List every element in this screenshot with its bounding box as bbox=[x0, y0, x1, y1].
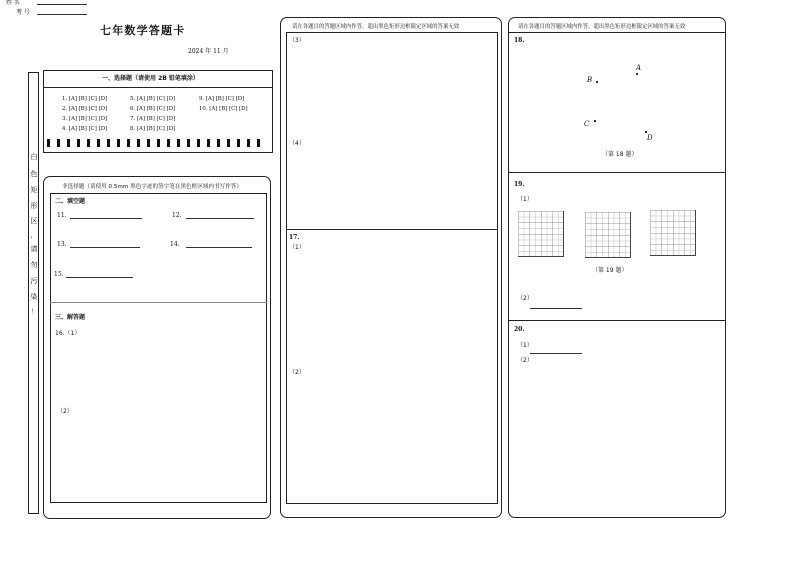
fill-q13-label: 13. bbox=[57, 241, 67, 248]
side-note-char: 形 bbox=[30, 202, 38, 210]
timing-mark bbox=[227, 139, 230, 147]
point-d bbox=[645, 131, 647, 133]
timing-mark bbox=[187, 139, 190, 147]
fill-q14-line[interactable] bbox=[186, 247, 252, 248]
q20-part1-line[interactable] bbox=[530, 353, 582, 354]
choice-q10[interactable]: 10. [A] [B] [C] [D] bbox=[199, 106, 248, 112]
timing-mark bbox=[47, 139, 50, 147]
nonchoice-title: 非选择题（请使用 0.5mm 黑色字迹的签字笔在黑色框区域内书写作答） bbox=[62, 184, 242, 190]
point-b bbox=[596, 81, 598, 83]
fill-q15-label: 15. bbox=[54, 271, 64, 278]
side-note-char: ， bbox=[30, 231, 38, 239]
side-note-char: 矩 bbox=[30, 186, 38, 194]
choice-q9[interactable]: 9. [A] [B] [C] [D] bbox=[199, 96, 245, 102]
point-a bbox=[636, 73, 638, 75]
timing-mark bbox=[257, 139, 260, 147]
name-line[interactable] bbox=[37, 4, 87, 5]
section-divider bbox=[50, 302, 267, 303]
grid-1[interactable] bbox=[518, 211, 564, 257]
q19-label: 19. bbox=[514, 181, 525, 188]
exam-no-label: 考 号 bbox=[16, 9, 30, 16]
right-top-rule bbox=[508, 32, 726, 33]
timing-mark bbox=[107, 139, 110, 147]
grid-3[interactable] bbox=[650, 210, 696, 256]
side-note-char: 污 bbox=[30, 277, 38, 285]
fig18-caption: （第 18 题） bbox=[602, 151, 638, 158]
grid-2[interactable] bbox=[585, 212, 631, 258]
point-b-label: B bbox=[587, 76, 593, 84]
choice-q7[interactable]: 7. [A] [B] [C] [D] bbox=[130, 116, 176, 122]
choice-q4[interactable]: 4. [A] [B] [C] [D] bbox=[62, 126, 108, 132]
timing-mark bbox=[157, 139, 160, 147]
timing-mark bbox=[117, 139, 120, 147]
side-note-char: 色 bbox=[30, 170, 38, 178]
timing-mark bbox=[77, 139, 80, 147]
solve-title: 三、解答题 bbox=[55, 314, 86, 321]
choice-q1[interactable]: 1. [A] [B] [C] [D] bbox=[62, 96, 108, 102]
side-note-char: 勿 bbox=[30, 261, 38, 269]
timing-mark bbox=[167, 139, 170, 147]
fig19-caption: （第 19 题） bbox=[592, 267, 628, 274]
q20-part2: （2） bbox=[517, 357, 533, 364]
name-label: 姓 名 bbox=[6, 0, 20, 6]
timing-mark bbox=[127, 139, 130, 147]
q17-label: 17. bbox=[289, 234, 300, 241]
choice-q6[interactable]: 6. [A] [B] [C] [D] bbox=[130, 106, 176, 112]
timing-mark bbox=[97, 139, 100, 147]
fill-title: 二、填空题 bbox=[55, 198, 86, 205]
fill-q11-line[interactable] bbox=[70, 218, 142, 219]
right-notice: 请在各题目的答题区域内作答，超出黑色矩形边框限定区域的答案无效 bbox=[518, 24, 686, 30]
middle-divider bbox=[286, 229, 498, 230]
timing-mark bbox=[217, 139, 220, 147]
timing-mark bbox=[57, 139, 60, 147]
side-note-char: 染 bbox=[30, 293, 38, 301]
timing-mark bbox=[137, 139, 140, 147]
choice-q3[interactable]: 3. [A] [B] [C] [D] bbox=[62, 116, 108, 122]
timing-mark bbox=[147, 139, 150, 147]
fill-q15-line[interactable] bbox=[66, 277, 133, 278]
right-divider-1 bbox=[508, 172, 726, 173]
nonchoice-frame bbox=[50, 193, 267, 503]
q17-part1: （1） bbox=[289, 244, 305, 251]
fill-q14-label: 14. bbox=[170, 241, 180, 248]
choice-divider bbox=[43, 87, 273, 88]
q19-part2: （2） bbox=[517, 295, 533, 302]
side-note-char: 白 bbox=[30, 153, 38, 161]
point-d-label: D bbox=[647, 134, 653, 142]
side-note-char: 区 bbox=[30, 217, 38, 225]
q19-part2-line[interactable] bbox=[530, 308, 582, 309]
timing-mark bbox=[177, 139, 180, 147]
fill-q12-label: 12. bbox=[172, 212, 182, 219]
point-a-label: A bbox=[636, 64, 642, 72]
point-c-label: C bbox=[584, 120, 590, 128]
q20-label: 20. bbox=[514, 326, 525, 333]
choice-q5[interactable]: 5. [A] [B] [C] [D] bbox=[130, 96, 176, 102]
middle-notice: 请在各题目的答题区域内作答，超出黑色矩形边框限定区域的答案无效 bbox=[292, 24, 460, 30]
timing-mark bbox=[237, 139, 240, 147]
q18-label: 18. bbox=[514, 37, 525, 44]
choice-title: 一、选择题（请使用 2B 铅笔填涂） bbox=[102, 75, 199, 82]
middle-frame bbox=[286, 32, 498, 504]
exam-no-line[interactable] bbox=[37, 14, 87, 15]
page-title: 七年数学答题卡 bbox=[100, 24, 186, 37]
q16-part1: 16.（1） bbox=[55, 330, 81, 337]
timing-mark bbox=[87, 139, 90, 147]
right-divider-2 bbox=[508, 320, 726, 321]
choice-q2[interactable]: 2. [A] [B] [C] [D] bbox=[62, 106, 108, 112]
choice-q8[interactable]: 8. [A] [B] [C] [D] bbox=[130, 126, 176, 132]
timing-mark bbox=[247, 139, 250, 147]
fill-q11-label: 11. bbox=[57, 212, 67, 219]
timing-mark bbox=[67, 139, 70, 147]
q17-part2: （2） bbox=[289, 369, 305, 376]
point-c bbox=[594, 120, 596, 122]
middle-p3: （3） bbox=[289, 37, 305, 44]
side-note-char: 请 bbox=[30, 245, 38, 253]
middle-p4: （4） bbox=[289, 140, 305, 147]
q19-part1: （1） bbox=[517, 196, 533, 203]
side-note-char: ！ bbox=[30, 308, 38, 316]
q20-part1: （1） bbox=[517, 342, 533, 349]
timing-mark bbox=[197, 139, 200, 147]
timing-mark bbox=[207, 139, 210, 147]
fill-q13-line[interactable] bbox=[70, 247, 140, 248]
exam-date: 2024 年 11 月 bbox=[188, 48, 229, 55]
q16-part2: （2） bbox=[57, 408, 73, 415]
fill-q12-line[interactable] bbox=[186, 218, 254, 219]
